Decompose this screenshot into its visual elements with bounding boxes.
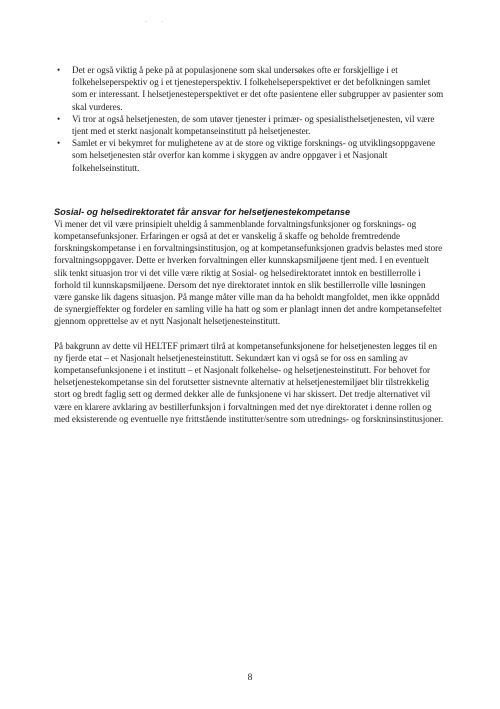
bullet-text: Vi tror at også helsetjenesten, de som utøver tjenester i primær- og spesialisthelsetjenesten, vil være tjent med et sterkt nasjonalt kompetanseinstitutt på helsetjenester. (72, 113, 435, 137)
bullet-item (54, 137, 444, 174)
bullet-icon: • (57, 138, 61, 149)
bullet-text: Det er også viktig å peke på at populasjonene som skal undersøkes ofte er forskjellige i et folkehelseperspektiv og i et tjenesteperspektiv. I folkehelseperspektivet er det befolkningen samlet som er interessant. I helsetjenesteperspektivet er det ofte pasientene eller subgrupper av pasienter som skal vurderes. (72, 65, 444, 112)
bullet-icon: • (57, 65, 61, 75)
bullet-icon: • (57, 113, 61, 124)
bullet-list (54, 64, 444, 174)
section-heading: Sosial- og helsedirektoratet får ansvar for helsetjenestekompetanse (54, 206, 351, 217)
page-number: 8 (247, 673, 253, 683)
body-paragraph: Vi mener det vil være prinsipielt uheldig å sammenblande forvaltningsfunksjoner og forsknings- og kompetansefunksjoner. Erfaringen er også at det er vanskelig å skaffe og beholde fremtredende forskningskompetanse i en forvaltningsinstitusjon, og at kompetansefunksjonen gradvis belastes med store forvaltningsoppgaver. Dette er hverken forvaltningen eller kunnskapsmiljøene tjent med. I en eventuelt slik tenkt situasjon tror vi det ville være riktig at Sosial- og helsedirektoratet inntok en bestillerrolle i forhold til kunnskapsmiljøene. Dersom det nye direktoratet inntok en slik bestillerrolle ville løsningen være ganske lik dagens situasjon. På mange måter ville man da ha beholdt mangfoldet, men ikke oppnådd de synergieffekter og fordeler en samling ville ha hatt og som er planlagt innen det andre kompetansefeltet gjennom opprettelse av et nytt Nasjonalt helsetjenesteinstitutt. (54, 218, 443, 327)
bullet-text: Samlet er vi bekymret for mulighetene av at de store og viktige forsknings- og utviklingsoppgavene som helsetjenesten står overfor kan komme i skyggen av andre oppgaver i et Nasjonalt folkehelseinstitutt. (72, 138, 436, 173)
bullet-item (54, 113, 444, 137)
scan-artifact: · · (145, 18, 170, 26)
body-paragraph: På bakgrunn av dette vil HELTEF primært tilrå at kompetansefunksjonene for helsetjenesten legges til en ny fjerde etat – et Nasjonalt helsetjenesteinstitutt. Sekundært kan vi også se for oss en samling av kompetansefunksjonene i et institutt – et Nasjonalt folkehelse- og helsetjenesteinstitutt. For behovet for helsetjenestekompetanse sin del forutsetter sistnevnte alternativ at helsetjenestemiljøet blir tilstrekkelig stort og bredt faglig sett og dermed dekker alle de funksjonene vi har skissert. Det tredje alternativet vil være en klarere avklaring av bestillerfunksjon i forvaltningen med det nye direktoratet i denne rollen og med eksisterende og eventuelle nye frittstående institutter/sentre som utrednings- og forskninsinstitusjoner. (54, 340, 444, 424)
bullet-item (54, 64, 444, 113)
page-content (54, 64, 444, 425)
